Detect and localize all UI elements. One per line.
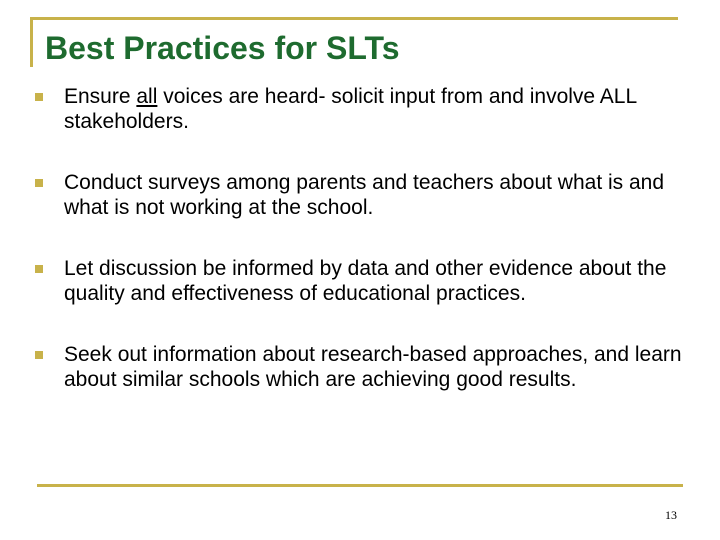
bullet-text: Conduct surveys among parents and teachers about what is and what is not working at the school. xyxy=(64,171,665,219)
bullet-item-2 xyxy=(35,170,685,220)
square-bullet-icon xyxy=(35,179,43,187)
page-number: 13 xyxy=(665,508,677,522)
bullet-text: Let discussion be informed by data and other evidence about the quality and effectiveness of educational practices. xyxy=(64,257,667,305)
square-bullet-icon xyxy=(35,265,43,273)
bullet-item-4 xyxy=(35,342,685,392)
bullet-text: Seek out information about research-based approaches, and learn about similar schools which are achieving good results. xyxy=(64,343,682,391)
bullet-item-1 xyxy=(35,84,685,134)
square-bullet-icon xyxy=(35,351,43,359)
bottom-rule xyxy=(37,484,683,487)
underlined-word: all xyxy=(136,85,158,108)
bullet-item-3 xyxy=(35,256,685,306)
slide-title: Best Practices for SLTs xyxy=(45,30,400,66)
bullet-text-start: Ensure xyxy=(64,85,137,108)
bullet-text-end: voices are heard- solicit input from and involve ALL stakeholders. xyxy=(64,85,637,133)
bullet-list xyxy=(35,84,685,392)
top-rule xyxy=(30,17,678,20)
square-bullet-icon xyxy=(35,93,43,101)
left-rule xyxy=(30,17,33,67)
